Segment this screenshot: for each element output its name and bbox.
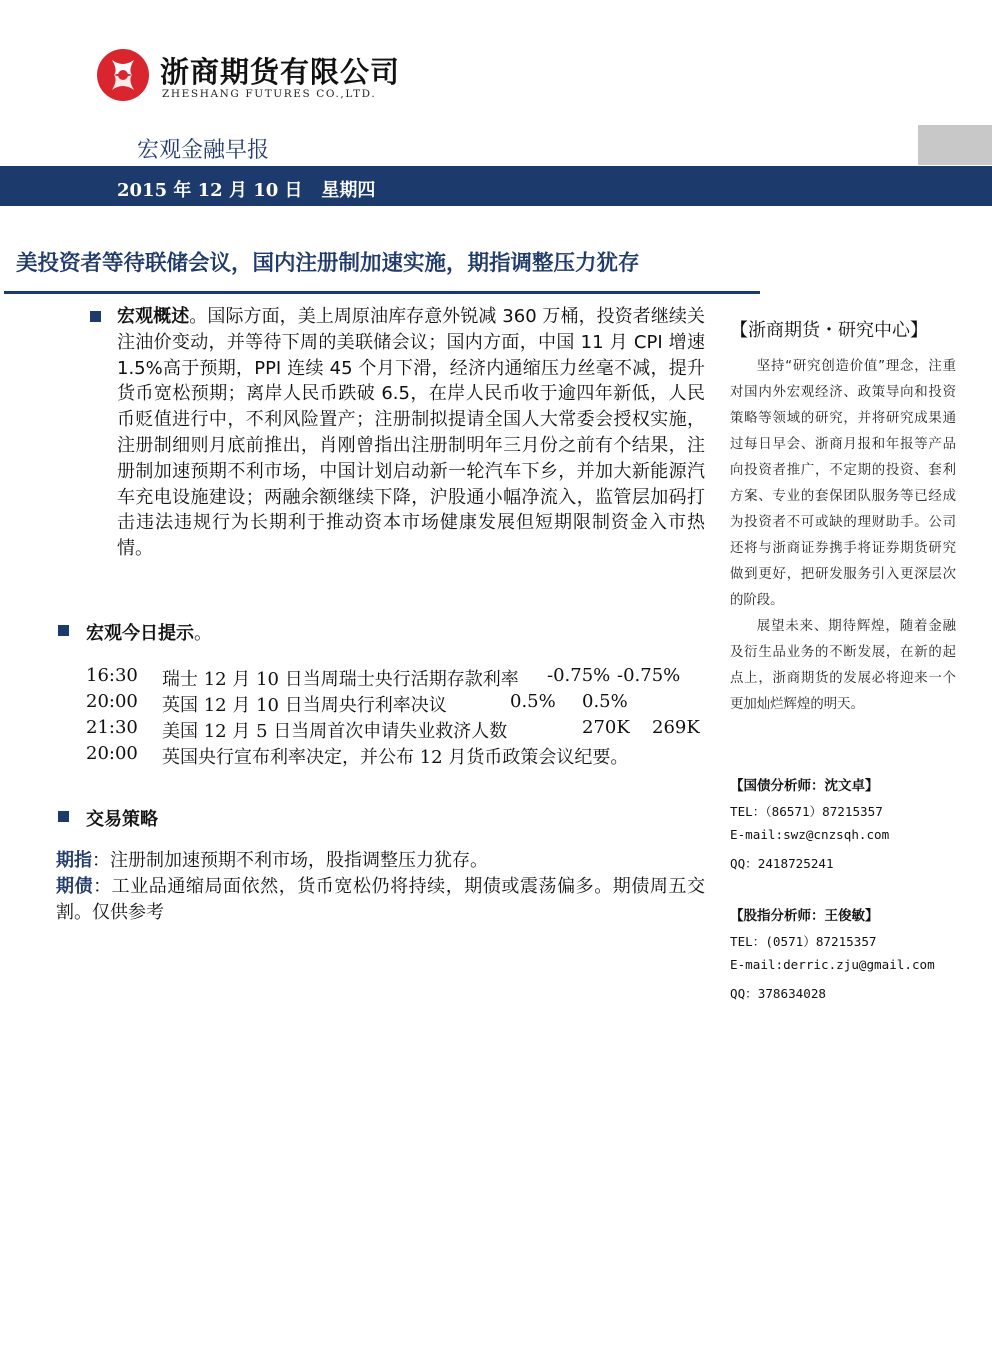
calendar-event: 美国 12 月 5 日当周首次申请失业救济人数 <box>162 721 508 742</box>
bullet-icon <box>90 311 101 322</box>
company-name-cn: 浙商期货有限公司 <box>160 55 401 89</box>
headline-rule <box>4 291 760 294</box>
macro-today-title-text: 宏观今日提示 <box>86 623 194 644</box>
calendar-value-prev: 0.5% <box>510 691 556 712</box>
calendar-value-prev: 270K <box>582 717 630 738</box>
sidebar-title: 【浙商期货・研究中心】 <box>730 320 928 341</box>
company-logo-icon <box>96 48 150 102</box>
analyst-qq: QQ：2418725241 <box>730 856 834 871</box>
calendar-event: 瑞士 12 月 10 日当周瑞士央行活期存款利率 <box>162 669 519 690</box>
macro-overview-label: 宏观概述 <box>117 306 190 327</box>
weekday: 星期四 <box>321 180 376 201</box>
report-type-title: 宏观金融早报 <box>137 138 270 163</box>
strategy-index-label: 期指 <box>56 850 92 871</box>
bullet-icon <box>58 811 69 822</box>
strategy-body <box>56 848 705 926</box>
bullet-icon <box>58 625 69 636</box>
calendar-time: 20:00 <box>86 691 138 712</box>
sidebar-paragraph: 展望未来、期待辉煌，随着金融及衍生品业务的不断发展，在新的起点上，浙商期货的发展必将迎来一个更加灿烂辉煌的明天。 <box>730 619 956 712</box>
calendar-time: 16:30 <box>86 665 138 686</box>
analyst-email: E-mail:swz@cnzsqh.com <box>730 827 890 842</box>
calendar-time: 20:00 <box>86 743 138 764</box>
analyst-email: E-mail:derric.zju@gmail.com <box>730 957 935 972</box>
header-gray-block <box>918 125 992 165</box>
company-name-en: ZHESHANG FUTURES CO.,LTD. <box>162 88 377 100</box>
analyst-tel: TEL：(0571）87215357 <box>730 934 877 949</box>
calendar-value-forecast: 0.5% <box>582 691 628 712</box>
strategy-bond-text: ：工业品通缩局面依然，货币宽松仍将持续，期债或震荡偏多。期债周五交割。仅供参考 <box>56 876 706 923</box>
calendar-value-forecast: 269K <box>652 717 700 738</box>
macro-today-title <box>86 619 212 645</box>
sidebar-body <box>730 354 956 718</box>
macro-overview <box>117 304 705 562</box>
macro-overview-text: 。国际方面，美上周原油库存意外锐减 360 万桶，投资者继续关注油价变动，并等待下周的美联储会议；国内方面，中国 11 月 CPI 增速 1.5%高于预期，PPI 连续 45 个月下滑，经济内通缩压力丝毫不减，提升货币宽松预期；离岸人民币跌破 6.5，在岸人民币收于逾四年新低，人民币贬值进行中，不利风险置产；注册制拟提请全国人大常委会授权实施，注册制细则月底前推出，肖刚曾指出注册制明年三月份之前有个结果，注册制加速预期不利市场，中国计划启动新一轮汽车下乡，并加大新能源汽车充电设施建设；两融余额继续下降，沪股通小幅净流入，监管层加码打击违法违规行为长期利于推动资本市场健康发展但短期限制资金入市热情。 <box>117 306 705 560</box>
analyst-heading: 【国债分析师：沈文卓】 <box>730 778 879 794</box>
calendar-event: 英国央行宣布利率决定，并公布 12 月货币政策会议纪要。 <box>162 747 629 768</box>
analyst-heading: 【股指分析师：王俊敏】 <box>730 908 879 924</box>
strategy-index-text: ：注册制加速预期不利市场，股指调整压力犹存。 <box>92 850 488 871</box>
strategy-title: 交易策略 <box>86 809 158 830</box>
calendar-time: 21:30 <box>86 717 138 738</box>
sidebar-paragraph: 坚持“研究创造价值”理念，注重对国内外宏观经济、政策导向和投资策略等领域的研究，并将研究成果通过每日早会、浙商月报和年报等产品向投资者推广，不定期的投资、套利方案、专业的套保团队服务等已经成为投资者不可或缺的理财助手。公司还将与浙商证券携手将证券期货研究做到更好，把研发服务引入更深层次的阶段。 <box>730 359 956 608</box>
report-date <box>117 176 375 202</box>
calendar-value-prev: -0.75% <box>547 665 611 686</box>
calendar-event: 英国 12 月 10 日当周央行利率决议 <box>162 695 447 716</box>
strategy-bond <box>56 874 705 926</box>
date: 2015 年 12 月 10 日 <box>117 180 303 201</box>
strategy-index <box>56 848 705 874</box>
macro-today-title-suffix: 。 <box>194 623 212 644</box>
analyst-qq: QQ：378634028 <box>730 986 826 1001</box>
headline: 美投资者等待联储会议，国内注册制加速实施，期指调整压力犹存 <box>16 251 640 276</box>
analyst-tel: TEL：（86571）87215357 <box>730 804 883 819</box>
calendar-value-forecast: -0.75% <box>617 665 681 686</box>
strategy-bond-label: 期债 <box>56 876 94 897</box>
